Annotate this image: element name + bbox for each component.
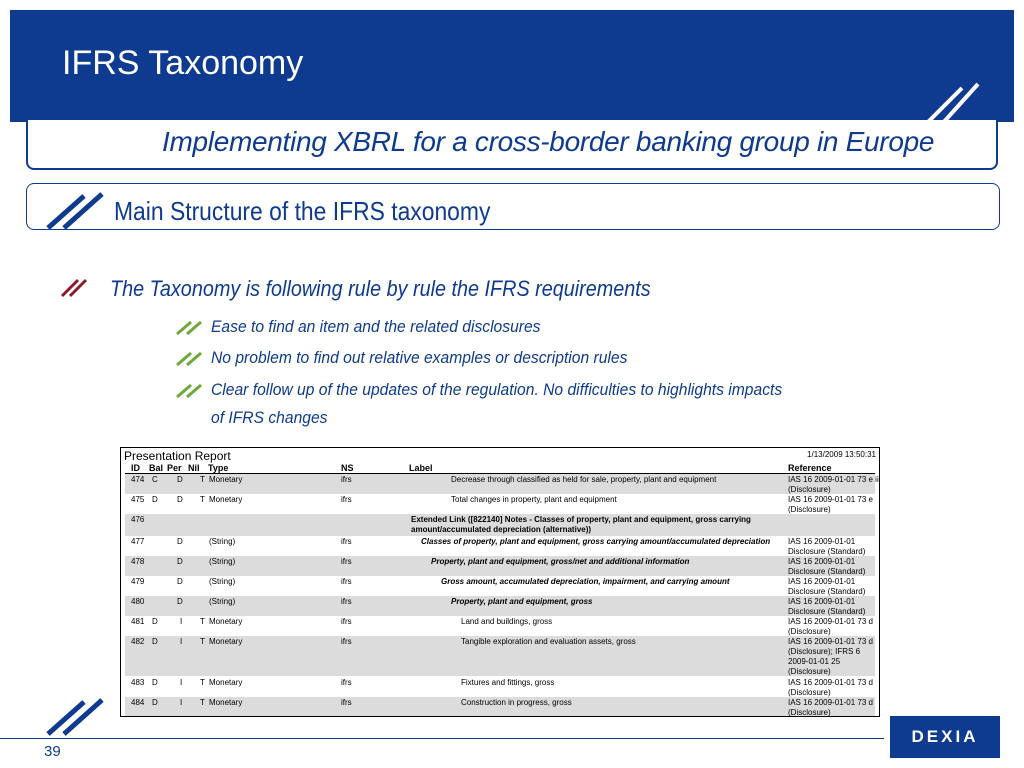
table-row: 479 D (String) ifrs Gross amount, accumulated depreciation, impairment, and carrying amount IAS 16 2009-01-01 Disclosure (Standard) xyxy=(131,577,866,596)
table-row: 480 D (String) ifrs Property, plant and equipment, gross IAS 16 2009-01-01 Disclosure (Standard) xyxy=(125,596,875,616)
col-header-nil: Nil xyxy=(188,463,200,473)
section-title: Main Structure of the IFRS taxonomy xyxy=(114,196,491,226)
sub-bullet-text-continued: of IFRS changes xyxy=(211,408,328,427)
double-slash-icon xyxy=(44,694,108,738)
table-row: 476 Extended Link ([822140] Notes - Classes of property, plant and equipment, gross carrying amount/accumulated depreciation (alternative)) xyxy=(125,514,875,536)
col-header-label: Label xyxy=(409,463,433,473)
table-row: 481 D I T Monetary ifrs Land and buildings, gross IAS 16 2009-01-01 73 d (Disclosure) xyxy=(131,617,873,636)
main-bullet-text: The Taxonomy is following rule by rule the IFRS requirements xyxy=(110,276,651,301)
page-number: 39 xyxy=(44,743,61,760)
col-header-type: Type xyxy=(208,463,229,473)
sub-bullet-text: No problem to find out relative examples or description rules xyxy=(211,348,628,367)
table-row: 477 D (String) ifrs Classes of property, plant and equipment, gross carrying amount/accumulated depreciation IAS 16 2009-01-01 Disclosure (Standard) xyxy=(131,537,866,556)
sub-bullet-text: Ease to find an item and the related disclosures xyxy=(211,317,541,336)
col-header-bal: Bal xyxy=(149,463,164,473)
green-slash-bullet-icon xyxy=(175,315,207,337)
slide-title: IFRS Taxonomy xyxy=(62,44,304,82)
col-header-ns: NS xyxy=(341,463,354,473)
green-slash-bullet-icon xyxy=(175,346,207,368)
green-slash-bullet-icon xyxy=(175,378,207,400)
table-row: 482 D I T Monetary ifrs Tangible exploration and evaluation assets, gross IAS 16 2009-01-01 73 d (Disclosure); IFRS 6 2009-01-01 25 (Disclosure) xyxy=(125,636,875,676)
table-row: 484 D I T Monetary ifrs Construction in progress, gross IAS 16 2009-01-01 73 d (Disclosure) xyxy=(125,697,875,717)
col-header-per: Per xyxy=(167,463,182,473)
col-header-id: ID xyxy=(131,463,140,473)
presentation-report xyxy=(120,447,880,717)
report-date: 1/13/2009 13:50:31 xyxy=(807,450,876,459)
table-row: 475 D D T Monetary ifrs Total changes in property, plant and equipment IAS 16 2009-01-01 73 e (Disclosure) xyxy=(131,495,873,514)
footer-rule xyxy=(0,738,884,739)
dexia-logo xyxy=(890,716,1000,758)
double-slash-icon xyxy=(44,188,108,232)
table-row: 483 D I T Monetary ifrs Fixtures and fittings, gross IAS 16 2009-01-01 73 d (Disclosure) xyxy=(131,678,873,697)
maroon-slash-bullet-icon xyxy=(60,274,96,300)
col-header-reference: Reference xyxy=(788,463,832,473)
sub-bullet-text: Clear follow up of the updates of the regulation. No difficulties to highlights impacts xyxy=(211,380,783,399)
logo-text: DEXIA xyxy=(911,727,979,746)
table-row: 478 D (String) ifrs Property, plant and equipment, gross/net and additional information IAS 16 2009-01-01 Disclosure (Standard) xyxy=(125,556,875,576)
table-row: 474 C D T Monetary ifrs Decrease through classified as held for sale, property, plant and equipment IAS 16 2009-01-01 73 e ii (Disclosure) xyxy=(125,474,875,494)
slide-subtitle: Implementing XBRL for a cross-border banking group in Europe xyxy=(162,126,935,157)
report-title: Presentation Report xyxy=(124,449,231,463)
